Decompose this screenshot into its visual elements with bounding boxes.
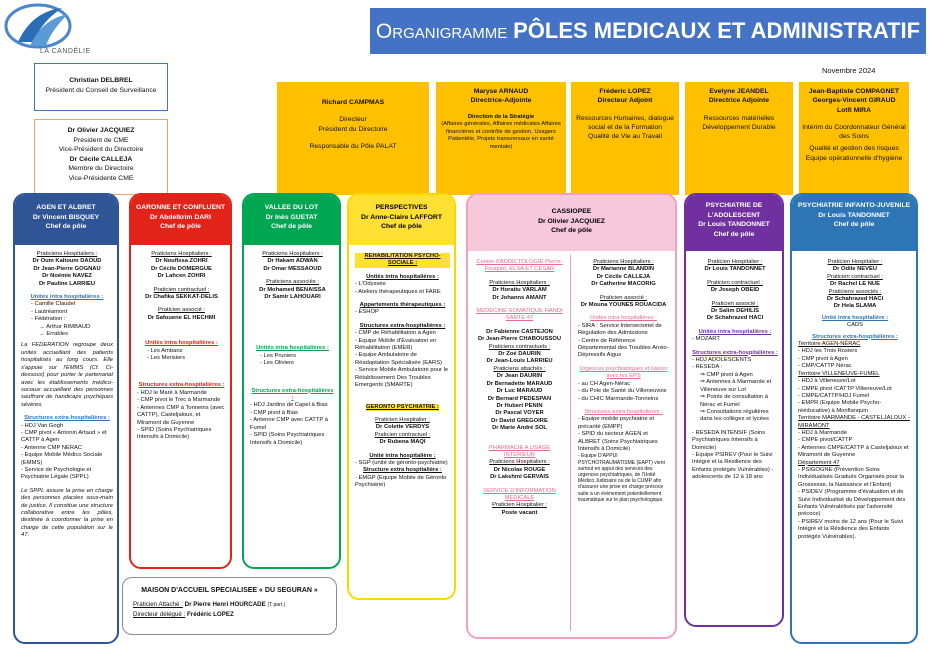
maison-title: MAISON D'ACCUEIL SPECIALISEE « DU SEGURAN » xyxy=(141,587,318,594)
doctor-name: Dr Oum Kaltoum DAOUD xyxy=(32,258,102,265)
territory-title: Territoire VILLENEUVE-FUMEL xyxy=(798,370,880,377)
structure-item: - Equipe Mobile Médico Sociale (EMMS) xyxy=(21,452,103,466)
pole-chef: Dr Anne-Claire LAFFORT xyxy=(361,213,442,221)
doctor-name: Dr Omar MESSAOUD xyxy=(263,265,322,272)
structure-item: - RESEDA INTENSIF (Soins Psychiatriques Intensifs à Domicile) xyxy=(692,429,766,451)
director-title: Directrice Adjointe xyxy=(708,97,770,105)
director-line: Ressources matérielles xyxy=(703,114,775,122)
doctor-name: Dr Mouna YOUNES ROUACIDA xyxy=(580,302,667,309)
section-label: Unités intra hospitalières : xyxy=(256,345,329,352)
vice-role-2b: Vice-Présidente CME xyxy=(68,174,134,182)
pole-chef-label: Chef de pôle xyxy=(713,230,755,238)
unit-item: - Les Ambans xyxy=(147,347,183,354)
structure-item: - Antenne CMP NERAC xyxy=(21,444,83,451)
structure-item: - SPID (Soins Psychiatriques Intensifs à Domicile) xyxy=(137,426,212,441)
doctor-name: Dr Horatiu VARLAM xyxy=(492,287,547,294)
doctor-name: Dr Pascal VOYER xyxy=(495,410,544,417)
doctor-name: Dr Louis TANDONNET xyxy=(704,266,766,273)
section-label: Structures extra-hospitalières : xyxy=(692,349,778,356)
pole-chef: Dr Inès GUETAT xyxy=(265,213,318,221)
structure-item: - PSIDEV (Programme d'évaluation et de Suivi Individualisé du Développement des Enfants Vulnérabilisés par l'adversité précoce) xyxy=(798,489,906,518)
section-label: Praticiens Hospitaliers : xyxy=(151,251,212,257)
pole-garonne-confluent xyxy=(129,193,232,569)
president-name: Christian DELBREL xyxy=(69,77,133,84)
structure-item: - HDJ ADOLESCENTS xyxy=(692,357,752,364)
unit-item: - L'Odyssée xyxy=(355,281,386,288)
section-label: Appartements thérapeutiques : xyxy=(359,302,446,309)
page-title: Organigramme PÔLES MEDICAUX ET ADMINISTRATIF xyxy=(375,18,921,43)
director-name: Lotfi MIRA xyxy=(837,106,871,114)
structure-item: - SPID (Soins Psychiatriques Intensifs à Domicile) xyxy=(250,432,325,446)
section-title: PHARMACIE A USAGE INTERIEUR xyxy=(488,444,551,458)
pole-chef: Dr Vincent BISQUEY xyxy=(32,213,100,221)
pole-title: GARONNE ET CONFLUENT xyxy=(135,204,226,211)
doctor-name: Dr Marianne BLANDIN xyxy=(592,266,655,273)
doctor-name: Dr Rachel LE NUE xyxy=(830,281,880,288)
section-label: Unité intra hospitalière : xyxy=(369,452,436,459)
doctor-name: Dr Catherine MACORIG xyxy=(591,281,656,288)
unit-item: - MOZART xyxy=(692,336,720,343)
structure-item: - PSIGOGNE (Prévention Soins Individualisés Gradués Organisés pour la Grossesse, la Naissance et l'Enfant) xyxy=(798,466,905,488)
pole-chef: Dr Olivier JACQUIEZ xyxy=(538,217,605,225)
structure-item: - Equipe D'APPUI PSYCHOTRAUMATISME (EAPT) vient surtout en appui des services des urgences psychiatriques, de l'Unité Médico Judiciaire ou de la CUMP afin d'assurer une prise en charge précoce suite à un évènement potentiellement traumatique sur le plan psychologique. xyxy=(578,453,665,503)
section-label: Structures extra-hospitalières : xyxy=(359,322,446,329)
pole-adolescent xyxy=(684,193,784,627)
doctor-name: Dr Cécile DOMERGUE xyxy=(151,265,212,272)
doctor-name: Dr Jean DAURIN xyxy=(496,373,543,380)
doctor-name: Dr Pierre Henri HOURCADE xyxy=(184,601,266,608)
section-label: Directeur délégué : xyxy=(133,611,186,618)
section-label: Praticiens associés : xyxy=(828,288,882,295)
doctor-name: Dr Lahcen ZOHRI xyxy=(157,273,206,280)
structure-item: - HDJ Van Gogh xyxy=(21,422,64,429)
pole-cassiopee xyxy=(466,193,677,639)
unit-item: → Errables xyxy=(39,331,68,338)
pole-title: PERSPECTIVES xyxy=(375,204,428,211)
structure-item: - Service Mobile Ambulatoire pour le Rétablissement Des Troubles Emergents (SMARTE) xyxy=(355,367,449,389)
pole-chef: Dr Abdelkrim DARI xyxy=(150,213,211,221)
pole-infanto-juvenile xyxy=(790,193,918,644)
section-title: Urgences psychiatriques et liaison avec les EPS xyxy=(579,365,668,380)
director-title: Directrice-Adjointe xyxy=(470,97,532,105)
unit-item: - SGP (unité de géronto-psychiatrie) xyxy=(355,459,448,466)
director-line: Ressources Humaines, dialogue social et de la Formation xyxy=(576,114,674,131)
section-label: Unités intra hospitalières : xyxy=(590,315,657,322)
territory-title: Territoire MARMANDE - CASTELJALOUX - MIRAMONT xyxy=(798,415,910,429)
unit-item: - Fédération : xyxy=(31,316,66,323)
unit-item: - du Pole de Santé du Villeneuvois xyxy=(578,388,667,395)
structure-item: - Antennes CMPE/CATTP à Casteljaloux et Miramont de Guyenne xyxy=(798,444,909,459)
director-line: Président du Directoire xyxy=(318,125,388,133)
unit-item: CADS xyxy=(846,322,864,329)
section-label: Praticien Hospitalier : xyxy=(827,259,883,265)
director-line: Directeur xyxy=(339,116,367,124)
doctor-name: Dr Marie André SOL xyxy=(492,425,547,432)
doctor-name: Dr Lakshmi GERVAIS xyxy=(490,474,549,481)
unit-item: - ESHOP xyxy=(355,309,379,316)
vice-name-1: Dr Olivier JACQUIEZ xyxy=(67,127,135,134)
structure-item: - CMP pivot à Bias xyxy=(250,409,298,416)
doctor-name: Dr Jean-Louis LARRIEU xyxy=(486,358,553,365)
unit-item: - au CH Agen-Nérac xyxy=(578,380,631,387)
structure-item: - HDJ à Marmande xyxy=(798,429,847,436)
unit-item: - Ateliers thérapeutiques et FARE xyxy=(355,288,441,295)
structure-item: - CMPE/CATTP/HDJ Fumel xyxy=(798,392,870,399)
section-label: Praticiens attachés : xyxy=(493,365,546,372)
pole-chef-label: Chef de pôle xyxy=(833,221,875,228)
doctor-name: Dr Jean-Pierre CHABOUSSOU xyxy=(477,336,562,343)
doctor-name: Dr Bernadette MARAUD xyxy=(486,380,553,387)
pole-title: CASSIOPEE xyxy=(551,208,592,215)
territory-title: Département 47 xyxy=(798,459,840,466)
unit-item: - Les Oliviers xyxy=(260,360,294,367)
director-title: Directeur Adjoint xyxy=(597,97,653,105)
director-name: Maryse ARNAUD xyxy=(473,88,529,95)
structure-item: - EMPR (Equipe Mobile Psycho-rééducative) à Monflanquin xyxy=(798,400,882,414)
doctor-name: Dr Pauline LARRIEU xyxy=(38,280,96,287)
doctor-name: Dr Rubena MAQI xyxy=(379,439,426,446)
unit-item: - Centre de Référence Départemental des Troubles Anxio-Dépressifs Aigus xyxy=(578,337,669,359)
maison-accueil-box xyxy=(122,577,337,635)
strategy-body: (Affaires générales, Affaires médicales Affaires financières et contrôle de gestion, Usagers Patientèle, Projets transversaux en santé mentale) xyxy=(441,121,561,150)
vice-role-1a: Président de CME xyxy=(73,136,129,144)
note: (T part.) xyxy=(267,602,286,608)
structure-item: - CMPE pivot/CATTP xyxy=(798,437,853,444)
director-name: Frédéric LOPEZ xyxy=(187,611,234,618)
unit-item: → Arthur RIMBAUD xyxy=(39,323,91,330)
pole-chef-label: Chef de pôle xyxy=(160,223,201,230)
doctor-name: Dr Zoé DAURIN xyxy=(498,351,541,358)
structure-item: - Equipe mobile psychiatrie et précarité (EMPP) xyxy=(578,416,655,430)
structure-item: - CMP/CATTP Nérac xyxy=(798,363,852,370)
section-label: Praticien Attaché : xyxy=(133,601,183,608)
director-name: Evelyne JEANDEL xyxy=(709,88,769,95)
pole-chef-label: Chef de pôle xyxy=(271,223,312,230)
structure-item: - CMP pivot à Agen xyxy=(798,355,848,362)
pole-perspectives xyxy=(347,193,456,600)
structure-item: - Equipe PSIREV (Pour le Suivi Intégré et la Résilience des Enfants protégés Vulnérables) - adolescents de 12 à 18 ans xyxy=(692,451,774,481)
structure-item: - Equipe Ambulatoire de Réadaptation Spécialisée (EARS) xyxy=(355,352,443,366)
doctor-name: Dr Hakam ADWAN xyxy=(267,258,318,265)
section-label: Praticiens Hospitaliers : xyxy=(489,459,550,466)
structure-item: - Equipe Mobile d'Evaluation en Réhabilitation (EMER) xyxy=(355,337,437,352)
section-label: Praticien Hospitalier : xyxy=(375,416,430,423)
federation-note: La FEDERATION regroupe deux unités accueillant des patients hospitalisés au long cours. Elle s'appuie sur l'EMMS (Cf. Ci-dessous) pour porter le partenariat avec les établissements médico-sociaux accueillant des personnes souffrant de handicaps psychiques sévères. xyxy=(21,342,113,408)
structure-item: - CMP pivot le Trec à Marmande xyxy=(137,397,221,404)
section-label: Praticien contractuel : xyxy=(153,286,210,293)
doctor-name: Dr Hela SLAMA xyxy=(833,303,877,310)
vice-role-2a: Membre du Directoire xyxy=(68,165,134,172)
structure-item: - PSIREV moins de 12 ans (Pour le Suivi Intégré et la Résilience des Enfants protégés Vulnérables). xyxy=(798,518,904,540)
vice-role-1b: Vice-Président du Directoire xyxy=(58,146,144,153)
director-box-campmas xyxy=(277,82,429,195)
vice-name-2: Dr Cécile CALLEJA xyxy=(69,155,133,163)
unit-item: - du CHIC Marmande-Tonneins xyxy=(578,395,659,402)
section-label: Praticien contractuel : xyxy=(374,431,431,438)
pole-title: VALLEE DU LOT xyxy=(264,204,319,211)
doctor-name: Dr Joseph OBEID xyxy=(710,287,760,294)
section-label: Structures extra-hospitalières : xyxy=(251,387,334,402)
doctor-name: Dr Cécile CALLEJA xyxy=(596,273,651,280)
section-label: Praticien associé : xyxy=(711,300,759,307)
section-label: Unité intra hospitalière : xyxy=(821,314,889,321)
unit-item: - Les Pruniers xyxy=(260,352,297,359)
section-label: Praticien Hospitalier : xyxy=(492,502,547,509)
president-box xyxy=(34,63,168,111)
pole-title: AGEN ET ALBRET xyxy=(36,204,96,211)
director-line: Développement Durable xyxy=(702,123,776,131)
structure-item: - CMP pivot « Antonin Artaud » et CATTP à Agen xyxy=(21,429,107,444)
director-name: Fréderic LOPEZ xyxy=(599,88,651,95)
section-title: SERVICE D'INFORMATION MEDICALE xyxy=(483,487,556,501)
doctor-name: Dr Mohamed BENAISSA xyxy=(259,286,326,293)
doctor-name: Dr Fabienne CASTEJON xyxy=(486,328,553,335)
section-label: Praticiens Hospitaliers : xyxy=(489,279,550,286)
section-label: Praticien associé : xyxy=(599,294,648,301)
pole-chef-label: Chef de pôle xyxy=(551,227,592,234)
section-title: GERONTO PSYCHIATRIE : xyxy=(366,403,439,410)
structure-item: - HDJ les Trois Rosiers xyxy=(798,348,858,355)
structure-item: - Antenne CMP avec CATTP à Fumel xyxy=(250,417,328,431)
sppl-note: Le SPPL assure la prise en charge des personnes placées sous-main de justice. Il constitue une structure collaborative entre les pôles, destinée à coordonner la prise en charge de cette population sur le 47. xyxy=(21,487,113,539)
pole-title: PSYCHIATRIE INFANTO-JUVENILE xyxy=(797,202,911,209)
logo-text: LA CANDÉLIE xyxy=(40,48,91,55)
section-label: Structures extra-hospitalières : xyxy=(24,415,110,422)
column-divider xyxy=(570,255,571,631)
director-box-jeandel xyxy=(685,82,793,195)
structure-item: - CMP de Réhabilitation à Agen xyxy=(355,330,436,337)
section-label: Praticiens Hospitaliers : xyxy=(262,251,323,257)
section-label: Praticien contractuel : xyxy=(707,279,763,286)
section-label: Structure extra hospitalière : xyxy=(363,467,442,474)
strategy-title: Direction de la Stratégie xyxy=(467,113,535,120)
section-label: Unités intra hospitalières : xyxy=(145,340,218,347)
section-label: Unités intra hospitalières : xyxy=(30,294,104,301)
section-label: Structures extra-hospitalières : xyxy=(812,333,898,340)
doctor-name: Dr Jean-Pierre GOGNAU xyxy=(33,265,101,272)
structure-item: - Service de Psychologie et Psychiatrie Légale (SPPL) xyxy=(21,466,92,481)
section-title: REHABILITATION PSYCHO-SOCIALE : xyxy=(355,253,450,268)
doctor-name: Dr Schahrazed HACI xyxy=(826,296,884,303)
doctor-name: Dr Luc MARAUD xyxy=(496,388,543,395)
pole-vallee-du-lot xyxy=(242,193,341,569)
section-label: Structures extra-hospitalières : xyxy=(138,382,225,389)
section-label: Praticien contractuel : xyxy=(827,273,883,280)
unit-item: - Lautréamont xyxy=(31,308,68,315)
doctor-name: Poste vacant xyxy=(501,509,538,516)
structure-item: - HDJ le Maré à Marmande xyxy=(137,389,207,396)
structure-item: ⇒ Points de consultation à Nérac et Fumel xyxy=(700,394,769,408)
director-line: Qualité de Vie au Travail xyxy=(588,133,662,141)
structure-item: - CMPE pivot /CATTP Villeneuve/Lot xyxy=(798,385,892,392)
section-label: Unités intra hospitalières : xyxy=(366,273,439,280)
doctor-name: Dr Noémie NAVEZ xyxy=(42,273,92,280)
section-label: Unités intra hospitalières : xyxy=(698,328,772,335)
section-label: Praticiens Hospitaliers : xyxy=(593,259,654,265)
pole-chef: Dr Louis TANDONNET xyxy=(818,211,890,219)
pole-chef-label: Chef de pôle xyxy=(381,223,422,230)
director-box-lopez xyxy=(571,82,679,195)
director-line: Qualité et gestion des risques xyxy=(809,145,899,153)
director-line: Intérim du Coordonnateur Général des Soins xyxy=(802,123,906,141)
director-name: Georges-Vincent GIRAUD xyxy=(812,97,896,105)
pole-agen-albret xyxy=(13,193,119,644)
unit-item: - SIRA : Service Intersectoriel de Régulation des Admissions xyxy=(578,322,662,337)
director-box-compagnet xyxy=(799,82,909,195)
doctor-name: Dr Samir LAHOUARI xyxy=(264,294,321,301)
structure-item: - HDJ à Villeneuve/Lot xyxy=(798,378,856,385)
structure-item: - EMGP (Equipe Mobile de Géronto Psychiatrie) xyxy=(355,474,447,489)
doctor-name: Dr Nicolas ROUGE xyxy=(493,466,546,473)
section-label: Praticiens Hospitaliers : xyxy=(36,251,98,257)
doctor-name: Dr David GREGOIRE xyxy=(491,417,548,424)
section-label: Praticien associé : xyxy=(157,307,206,314)
doctor-name: Dr Salim DEHILIS xyxy=(711,308,759,315)
section-title: MEDECINE SOMATIQUE HANDI SANTE 47 xyxy=(476,308,563,322)
pole-chef-label: Chef de pôle xyxy=(45,223,87,230)
structure-item: - Antennes CMP à Tonneins (avec CATTP), Casteljaloux, et Miramont de Guyenne xyxy=(137,404,225,426)
structure-item: - RESEDA : xyxy=(692,364,723,371)
unit-item: - Camille Claudel xyxy=(31,301,76,308)
doctor-name: Dr Chafika SEKKAT-DELIS xyxy=(145,294,218,301)
president-role: Président du Conseil de Surveillance xyxy=(45,86,157,94)
section-title: Centre d'ADDICTOLOGIE Pierre-Fouquet, ELSA ET CESAR xyxy=(476,259,563,273)
director-name: Richard CAMPMAS xyxy=(321,99,385,106)
director-name: Jean-Baptiste COMPAGNET xyxy=(808,88,900,95)
doctor-name: Dr Colette VERDYS xyxy=(375,424,430,431)
section-label: Praticiens associés : xyxy=(266,279,319,286)
structure-item: ⇒ Antennes à Marmande et Villeneuve sur Lot xyxy=(700,379,772,393)
doctor-name: Dr Odile NEVEU xyxy=(832,266,878,273)
structure-item: - SPID du secteur AGEN et ALBRET (Soins Psychiatriques Intensifs à Domicile) xyxy=(578,431,658,452)
vice-president-box xyxy=(34,119,168,195)
director-line: Equipe opérationnelle d'hygiène xyxy=(805,154,903,162)
pole-chef: Dr Louis TANDONNET xyxy=(698,221,770,228)
doctor-name: Dr Safouene EL HECHMI xyxy=(147,314,216,321)
director-line: Responsable du Pôle PALAT xyxy=(309,142,397,150)
pole-title: PSYCHIATRIE DE L'ADOLESCENT xyxy=(705,202,763,219)
structure-item: ⇒ Consultations régulières dans les collèges et lycées xyxy=(700,408,769,423)
unit-item: - Les Merisiers xyxy=(147,355,186,362)
section-label: Structures extra-hospitalières : xyxy=(584,408,663,415)
date-label: Novembre 2024 xyxy=(822,66,876,75)
director-box-arnaud xyxy=(436,82,566,195)
doctor-name: Dr Nouflssa ZOHRI xyxy=(155,258,208,265)
doctor-name: Dr Schahrazed HACI xyxy=(706,315,764,322)
doctor-name: Dr Johanns AMANT xyxy=(492,294,547,301)
doctor-name: Dr Hubert PENIN xyxy=(496,402,543,409)
section-label: Praticien Hospitalier : xyxy=(707,259,763,265)
structure-item: ⇒ CMP pivot à Agen xyxy=(700,371,753,378)
territory-title: Territoire AGEN-NÉRAC xyxy=(798,341,861,348)
doctor-name: Dr Bernard PEDESPAN xyxy=(487,395,552,402)
header-bar xyxy=(370,8,926,54)
section-label: Praticiens contractuels : xyxy=(488,343,551,350)
structure-item: - HDJ Jardins de Capel à Bias xyxy=(250,402,328,409)
